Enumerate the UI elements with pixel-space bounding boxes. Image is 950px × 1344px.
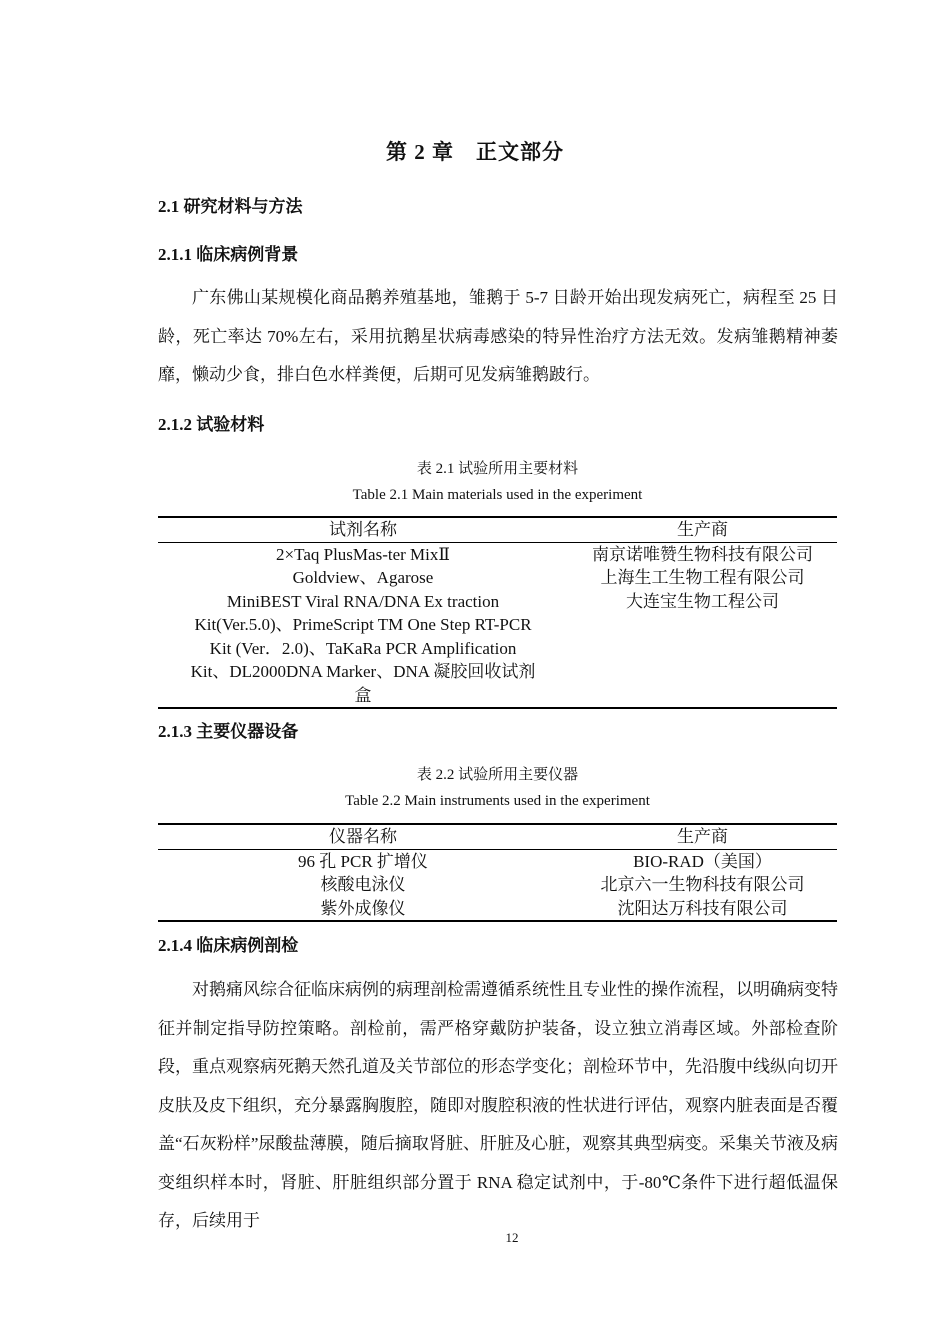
instrument-cell: 紫外成像仪 [158,897,568,922]
table-row [158,849,837,873]
paragraph-necropsy: 对鹅痛风综合征临床病例的病理剖检需遵循系统性且专业性的操作流程，以明确病变特征并制定指导防控策略。剖检前，需严格穿戴防护装备，设立独立消毒区域。外部检查阶段，重点观察病死鹅天然孔道及关节部位的形态学变化；剖检环节中，先沿腹中线纵向切开皮肤及皮下组织，充分暴露胸腹腔，随即对腹腔积液的性状进行评估，观察内脏表面是否覆盖“石灰粉样”尿酸盐薄膜，随后摘取肾脏、肝脏及心脏，观察其典型病变。采集关节液及病变组织样本时，肾脏、肝脏组织部分置于 RNA 稳定试剂中，于-80℃条件下进行超低温保存，后续用于 [158,980,838,1230]
section-heading-2-1-3: 2.1.3 主要仪器设备 [158,722,299,741]
reagent-cell [158,590,568,709]
paragraph-clinical-background: 广东佛山某规模化商品鹅养殖基地，雏鹅于 5-7 日龄开始出现发病死亡，病程至 25 日龄，死亡率达 70%左右，采用抗鹅星状病毒感染的特异性治疗方法无效。发病雏鹅精神萎靡，懒动少食，排白色水样粪便，后期可见发病雏鹅跛行。 [158,288,838,384]
manufacturer-cell: 南京诺唯赞生物科技有限公司 [592,544,813,564]
table-1-caption-cn: 表 2.1 试验所用主要材料 [416,461,579,477]
reagent-line: Kit(Ver.5.0)、PrimeScript TM One Step RT-PCR [194,615,532,634]
instrument-cell: 96 孔 PCR 扩增仪 [298,851,428,871]
reagent-cell: Goldview、Agarose [292,568,434,587]
reagent-line: Kit、DL2000DNA Marker、DNA 凝胶回收试剂 [190,662,536,681]
table-row [158,590,837,709]
page-number: 12 [505,1230,519,1245]
manufacturer-cell: 北京六一生物科技有限公司 [600,875,805,894]
manufacturer-cell: BIO-RAD（美国） [633,851,772,871]
column-header-manufacturer: 生产商 [568,824,837,849]
section-heading-2-1-2: 2.1.2 试验材料 [158,415,265,434]
table-row [158,542,837,566]
reagent-line: MiniBEST Viral RNA/DNA Ex traction [226,591,500,611]
reagent-cell: 2×Taq PlusMas-ter MixⅡ [276,544,450,564]
column-header-reagent: 试剂名称 [158,517,568,542]
table-header-row [158,517,837,542]
manufacturer-cell: 大连宝生物工程公司 [568,590,837,709]
section-heading-2-1: 2.1 研究材料与方法 [158,197,303,216]
table-header-row [158,824,837,849]
section-heading-2-1-4: 2.1.4 临床病例剖检 [158,936,299,955]
reagent-line: Kit (Ver．2.0)、TaKaRa PCR Amplification [209,638,517,658]
column-header-manufacturer: 生产商 [568,517,837,542]
column-header-instrument: 仪器名称 [158,824,568,849]
section-heading-2-1-1: 2.1.1 临床病例背景 [158,245,299,264]
table-2-caption-cn: 表 2.2 试验所用主要仪器 [416,767,579,783]
reagent-line: 盒 [354,685,372,705]
manufacturer-cell: 沈阳达万科技有限公司 [568,897,837,922]
table-row [158,897,837,922]
manufacturer-cell: 上海生工生物工程有限公司 [600,568,805,587]
materials-table [158,516,837,709]
chapter-title: 第 2 章 正文部分 [386,140,564,164]
table-2-caption-en: Table 2.2 Main instruments used in the experiment [345,793,650,809]
table-row [158,566,837,590]
table-1-caption-en: Table 2.1 Main materials used in the experiment [352,487,643,503]
instrument-cell: 核酸电泳仪 [320,875,406,894]
table-row [158,873,837,897]
instruments-table [158,823,837,922]
